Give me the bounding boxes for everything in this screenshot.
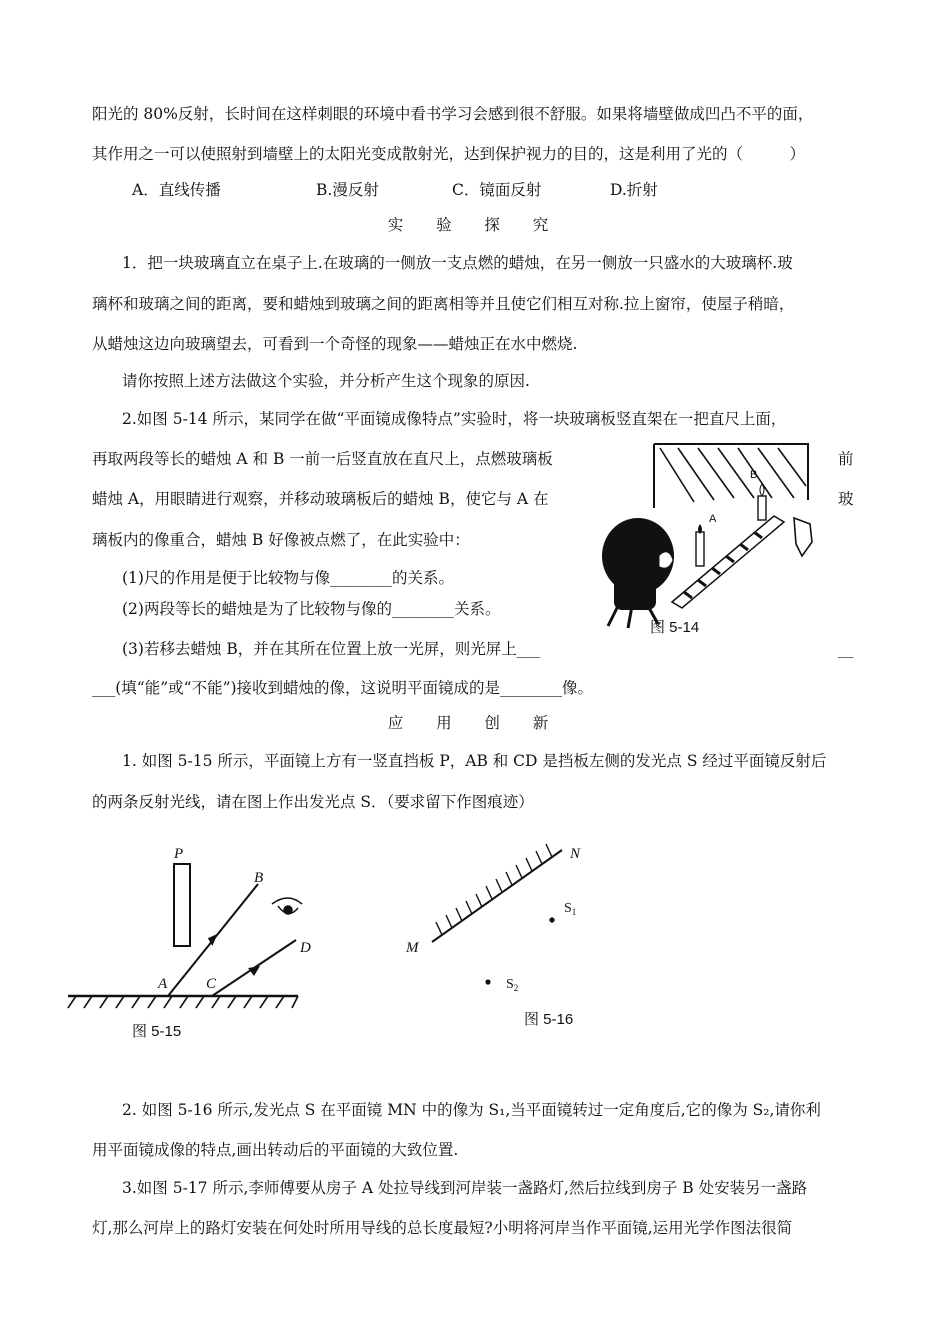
exp-q2-sub-2: (2)两段等长的蜡烛是为了比较物与像的________关系。 <box>122 600 501 618</box>
figure-5-14-caption: 图 5-14 <box>650 619 700 636</box>
label-m: M <box>406 940 419 956</box>
label-n: N <box>570 846 581 862</box>
intro-line-2: 其作用之一可以使照射到墙壁上的太阳光变成散射光，达到保护视力的目的，这是利用了光的（ ） <box>92 145 806 163</box>
exp-q2-line-3: 蜡烛 A，用眼睛进行观察，并移动玻璃板后的蜡烛 B，使它与 A 在 <box>92 490 549 508</box>
label-b: B <box>254 870 264 886</box>
exp-q2-line-2-end: 前 <box>838 450 854 468</box>
exp-q2-line-4: 璃板内的像重合，蜡烛 B 好像被点燃了，在此实验中： <box>92 531 470 549</box>
exp-q1-line-3: 从蜡烛这边向玻璃望去，可看到一个奇怪的现象——蜡烛正在水中燃烧. <box>92 335 578 353</box>
exp-q1-line-1: 1．把一块玻璃直立在桌子上.在玻璃的一侧放一支点燃的蜡烛，在另一侧放一只盛水的大玻璃杯.玻 <box>122 254 793 272</box>
observer-silhouette <box>602 518 674 628</box>
ruler <box>672 516 784 608</box>
exp-q1-line-4: 请你按照上述方法做这个实验，并分析产生这个现象的原因. <box>122 372 530 390</box>
exp-q1-line-2: 璃杯和玻璃之间的距离，要和蜡烛到玻璃之间的距离相等并且使它们相互对称.拉上窗帘，使屋子稍暗， <box>92 295 795 313</box>
app-q1-line-2: 的两条反射光线，请在图上作出发光点 S．（要求留下作图痕迹） <box>92 793 534 811</box>
label-s1: $S_1$ <box>564 901 577 917</box>
app-q2-line-1: 2. 如图 5-16 所示,发光点 S 在平面镜 MN 中的像为 S₁,当平面镜转过一定角度后,它的像为 S₂,请你利 <box>122 1101 821 1119</box>
figure-5-15 <box>66 842 311 1012</box>
app-q2-line-2: 用平面镜成像的特点,画出转动后的平面镜的大致位置. <box>92 1141 459 1159</box>
candle-a <box>696 524 704 566</box>
label-c: C <box>206 976 217 992</box>
option-c: C．镜面反射 <box>452 181 542 199</box>
figure-5-15-caption: 图 5-15 <box>132 1023 182 1040</box>
option-d: D.折射 <box>610 181 658 199</box>
figure-5-16-caption: 图 5-16 <box>524 1011 574 1028</box>
label-s2: $S_2$ <box>506 977 519 993</box>
exp-q2-sub-3-end: __ <box>838 640 854 658</box>
app-q3-line-2: 灯,那么河岸上的路灯安装在何处时所用导线的总长度最短?小明将河岸当作平面镜,运用光学作图法很简 <box>92 1219 793 1237</box>
exp-q2-sub-3-cont: ___(填“能”或“不能”)接收到蜡烛的像，这说明平面镜成的是________像。 <box>92 679 594 697</box>
exp-q2-sub-3: (3)若移去蜡烛 B，并在其所在位置上放一光屏，则光屏上___ <box>122 640 541 658</box>
exp-q2-line-2: 再取两段等长的蜡烛 A 和 B 一前一后竖直放在直尺上，点燃玻璃板 <box>92 450 553 468</box>
candle-b-label: B <box>750 469 758 481</box>
option-a: A．直线传播 <box>132 181 221 199</box>
figure-5-14 <box>598 438 830 638</box>
candle-a-label: A <box>709 513 717 525</box>
eye-icon <box>272 898 302 914</box>
point-s1 <box>549 917 554 922</box>
app-q3-line-1: 3.如图 5-17 所示,李师傅要从房子 A 处拉导线到河岸装一盏路灯,然后拉线到房子 B 处安装另一盏路 <box>122 1179 808 1197</box>
label-d: D <box>300 940 311 956</box>
app-q1-line-1: 1. 如图 5-15 所示，平面镜上方有一竖直挡板 P，AB 和 CD 是挡板左侧的发光点 S 经过平面镜反射后 <box>122 752 827 770</box>
section-title-application: 应 用 创 新 <box>387 714 563 732</box>
section-title-experiment: 实 验 探 究 <box>387 216 563 234</box>
point-s2 <box>485 979 490 984</box>
option-b: B.漫反射 <box>316 181 379 199</box>
exp-q2-sub-1: (1)尺的作用是便于比较物与像________的关系。 <box>122 569 454 587</box>
baffle-p <box>174 864 190 946</box>
figure-5-16 <box>398 842 598 992</box>
label-a: A <box>158 976 168 992</box>
candle-b <box>758 484 766 520</box>
exp-q2-line-3-end: 玻 <box>838 490 854 508</box>
exp-q2-line-1: 2.如图 5-14 所示，某同学在做“平面镜成像特点”实验时，将一块玻璃板竖直架在一把直尺上面， <box>122 410 787 428</box>
intro-line-1: 阳光的 80%反射，长时间在这样刺眼的环境中看书学习会感到很不舒服。如果将墙壁做成凹凸不平的面， <box>92 105 814 123</box>
label-p: P <box>174 846 184 862</box>
